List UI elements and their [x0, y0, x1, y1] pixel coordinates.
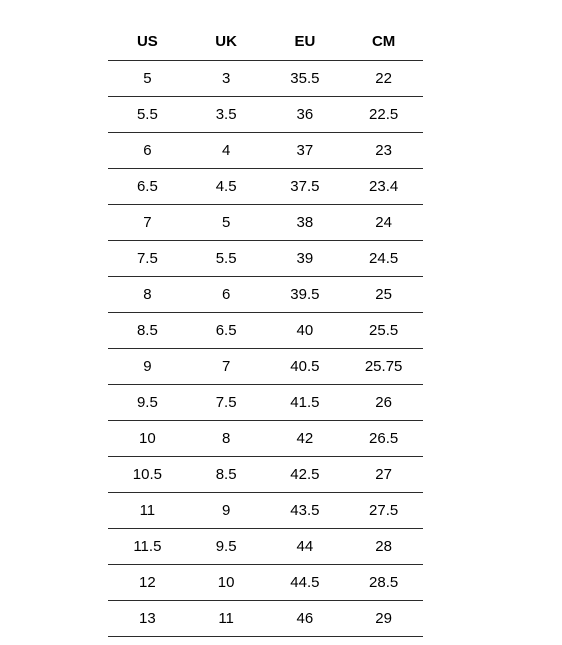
- cell-uk: 6.5: [187, 313, 266, 349]
- cell-cm: 27.5: [344, 493, 423, 529]
- table-row: [108, 313, 423, 349]
- cell-uk: 10: [187, 565, 266, 601]
- table-row: [108, 133, 423, 169]
- cell-uk: 3: [187, 61, 266, 97]
- cell-cm: 25.5: [344, 313, 423, 349]
- cell-cm: 22: [344, 61, 423, 97]
- cell-us: 12: [108, 565, 187, 601]
- cell-uk: 6: [187, 277, 266, 313]
- table-row: [108, 277, 423, 313]
- cell-eu: 37: [266, 133, 345, 169]
- cell-eu: 42.5: [266, 457, 345, 493]
- table-row: [108, 349, 423, 385]
- table-row: [108, 421, 423, 457]
- cell-eu: 39: [266, 241, 345, 277]
- cell-eu: 42: [266, 421, 345, 457]
- cell-cm: 25: [344, 277, 423, 313]
- cell-eu: 43.5: [266, 493, 345, 529]
- cell-uk: 3.5: [187, 97, 266, 133]
- table-row: [108, 205, 423, 241]
- cell-us: 11.5: [108, 529, 187, 565]
- cell-eu: 35.5: [266, 61, 345, 97]
- cell-us: 10.5: [108, 457, 187, 493]
- header-us: US: [108, 23, 187, 61]
- cell-eu: 39.5: [266, 277, 345, 313]
- cell-uk: 5: [187, 205, 266, 241]
- cell-uk: 11: [187, 601, 266, 637]
- cell-uk: 9.5: [187, 529, 266, 565]
- cell-cm: 25.75: [344, 349, 423, 385]
- table-row: [108, 601, 423, 637]
- cell-cm: 28: [344, 529, 423, 565]
- table-row: [108, 241, 423, 277]
- size-chart-table: [108, 23, 423, 637]
- cell-cm: 24.5: [344, 241, 423, 277]
- cell-cm: 24: [344, 205, 423, 241]
- cell-cm: 28.5: [344, 565, 423, 601]
- cell-uk: 8.5: [187, 457, 266, 493]
- cell-uk: 7: [187, 349, 266, 385]
- cell-eu: 40: [266, 313, 345, 349]
- cell-uk: 4: [187, 133, 266, 169]
- cell-cm: 26: [344, 385, 423, 421]
- cell-cm: 23.4: [344, 169, 423, 205]
- cell-us: 6: [108, 133, 187, 169]
- cell-uk: 7.5: [187, 385, 266, 421]
- cell-us: 8.5: [108, 313, 187, 349]
- cell-us: 5.5: [108, 97, 187, 133]
- table-row: [108, 169, 423, 205]
- header-uk: UK: [187, 23, 266, 61]
- cell-us: 5: [108, 61, 187, 97]
- cell-us: 9.5: [108, 385, 187, 421]
- cell-us: 7.5: [108, 241, 187, 277]
- header-cm: CM: [344, 23, 423, 61]
- table-row: [108, 457, 423, 493]
- cell-uk: 4.5: [187, 169, 266, 205]
- table-row: [108, 529, 423, 565]
- cell-us: 7: [108, 205, 187, 241]
- cell-eu: 46: [266, 601, 345, 637]
- cell-eu: 44: [266, 529, 345, 565]
- size-chart-header: [108, 23, 423, 61]
- cell-us: 8: [108, 277, 187, 313]
- cell-cm: 23: [344, 133, 423, 169]
- size-chart-body: [108, 61, 423, 637]
- cell-eu: 36: [266, 97, 345, 133]
- cell-us: 10: [108, 421, 187, 457]
- cell-cm: 27: [344, 457, 423, 493]
- cell-us: 9: [108, 349, 187, 385]
- cell-uk: 8: [187, 421, 266, 457]
- cell-uk: 5.5: [187, 241, 266, 277]
- cell-eu: 44.5: [266, 565, 345, 601]
- cell-us: 6.5: [108, 169, 187, 205]
- cell-cm: 29: [344, 601, 423, 637]
- cell-uk: 9: [187, 493, 266, 529]
- table-row: [108, 97, 423, 133]
- table-row: [108, 493, 423, 529]
- table-row: [108, 61, 423, 97]
- cell-eu: 40.5: [266, 349, 345, 385]
- table-row: [108, 385, 423, 421]
- cell-cm: 22.5: [344, 97, 423, 133]
- cell-cm: 26.5: [344, 421, 423, 457]
- cell-eu: 41.5: [266, 385, 345, 421]
- cell-us: 13: [108, 601, 187, 637]
- cell-eu: 37.5: [266, 169, 345, 205]
- table-row: [108, 565, 423, 601]
- header-row: [108, 23, 423, 61]
- cell-eu: 38: [266, 205, 345, 241]
- header-eu: EU: [266, 23, 345, 61]
- cell-us: 11: [108, 493, 187, 529]
